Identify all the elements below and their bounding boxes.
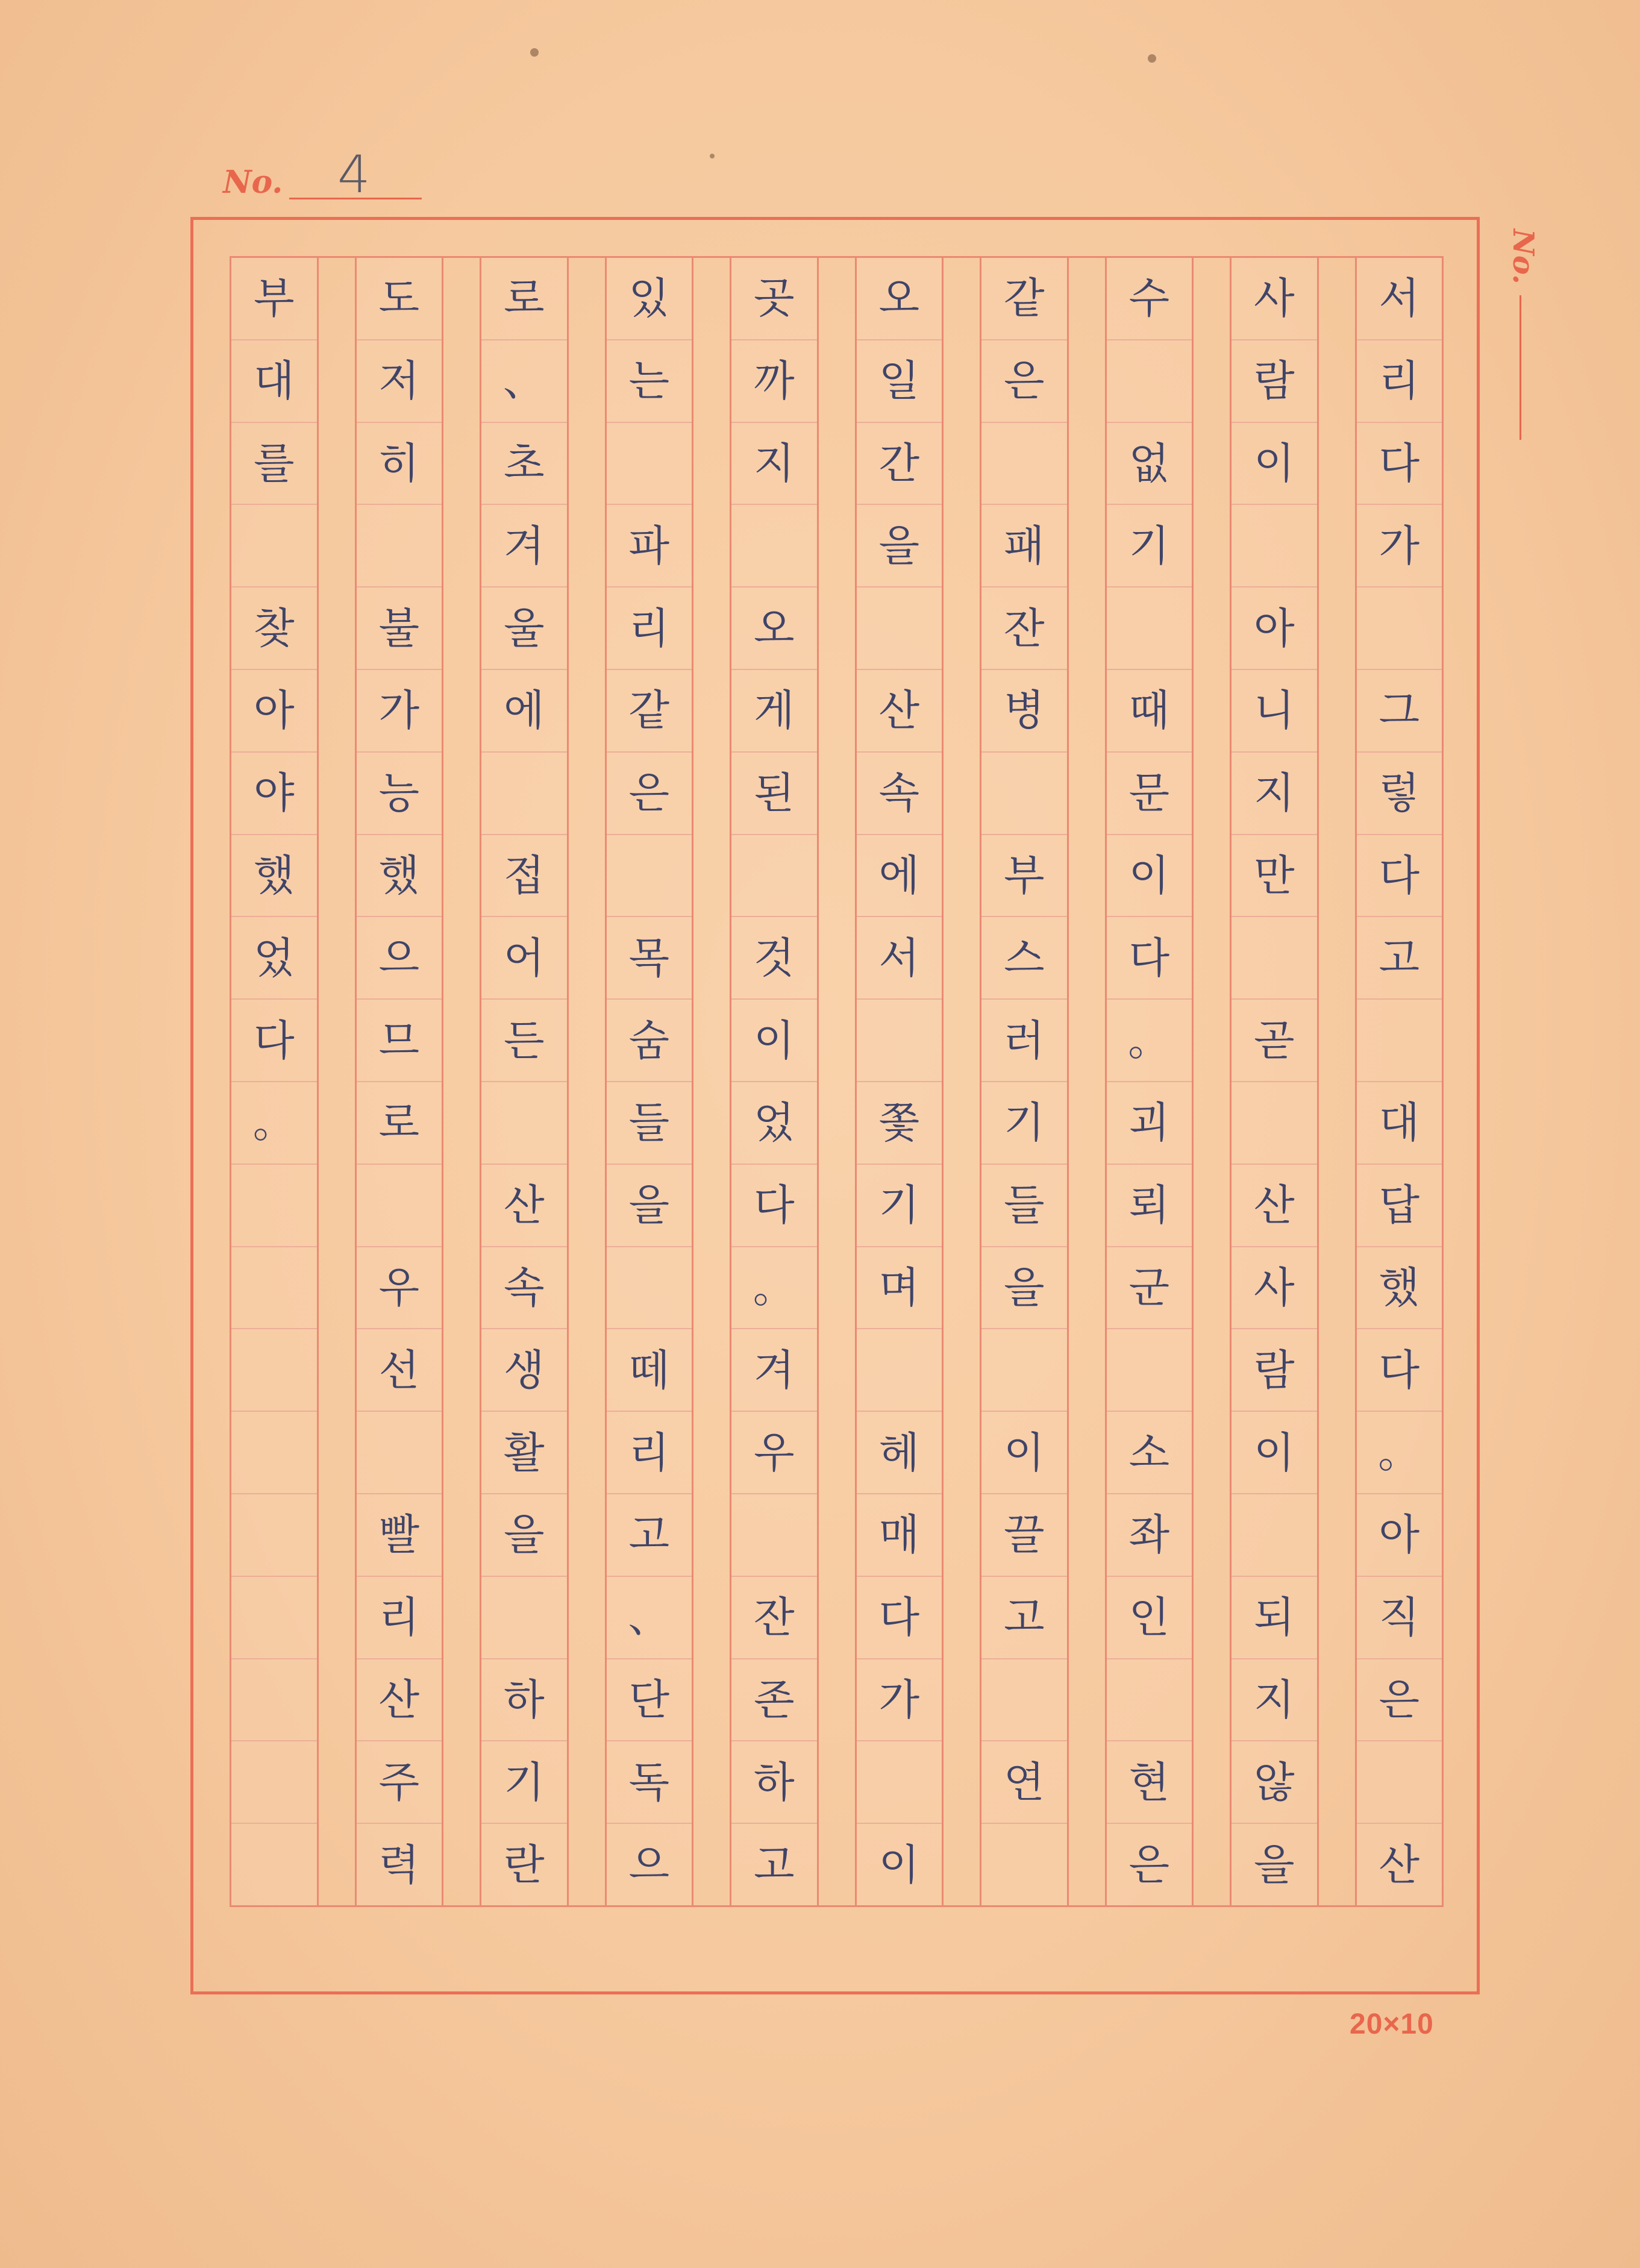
manuscript-column: [230, 258, 319, 1905]
manuscript-cell: 기: [981, 1082, 1067, 1165]
manuscript-cell: 직: [1357, 1577, 1442, 1659]
manuscript-cell: [481, 1082, 567, 1165]
manuscript-cell: [1232, 1082, 1317, 1165]
edge-page-number-line: [1520, 295, 1521, 440]
manuscript-cell: 야: [231, 753, 317, 835]
manuscript-cell: 람: [1232, 340, 1317, 423]
manuscript-cell: [857, 1000, 942, 1082]
manuscript-cell: 가: [857, 1659, 942, 1742]
manuscript-cell: [607, 1247, 692, 1330]
manuscript-cell: [981, 1329, 1067, 1412]
manuscript-cell: [607, 835, 692, 918]
manuscript-cell: 에: [481, 670, 567, 753]
manuscript-cell: 답: [1357, 1165, 1442, 1247]
manuscript-cell: 도: [357, 258, 442, 340]
manuscript-cell: 까: [731, 340, 817, 423]
manuscript-cell: 군: [1107, 1247, 1192, 1330]
manuscript-cell: [1107, 1329, 1192, 1412]
manuscript-cell: 있: [607, 258, 692, 340]
manuscript-cell: 속: [481, 1247, 567, 1330]
manuscript-cell: 된: [731, 753, 817, 835]
manuscript-cell: 기: [1107, 505, 1192, 587]
manuscript-cell: 대: [231, 340, 317, 423]
manuscript-cell: 。: [1357, 1412, 1442, 1494]
manuscript-grid: [230, 256, 1444, 1907]
paper-speck: [530, 48, 539, 57]
manuscript-cell: 활: [481, 1412, 567, 1494]
manuscript-cell: 산: [357, 1659, 442, 1742]
manuscript-cell: 를: [231, 423, 317, 506]
manuscript-cell: [981, 753, 1067, 835]
manuscript-cell: 쫓: [857, 1082, 942, 1165]
manuscript-cell: [231, 1494, 317, 1577]
manuscript-cell: 람: [1232, 1329, 1317, 1412]
manuscript-cell: 병: [981, 670, 1067, 753]
manuscript-cell: 가: [357, 670, 442, 753]
manuscript-cell: 다: [1357, 1329, 1442, 1412]
manuscript-cell: 고: [981, 1577, 1067, 1659]
manuscript-cell: 。: [1107, 1000, 1192, 1082]
page-number-label: No.: [223, 164, 283, 201]
manuscript-cell: 수: [1107, 258, 1192, 340]
manuscript-cell: 렇: [1357, 753, 1442, 835]
manuscript-cell: 소: [1107, 1412, 1192, 1494]
manuscript-cell: 기: [481, 1741, 567, 1824]
manuscript-cell: 패: [981, 505, 1067, 587]
manuscript-cell: 을: [981, 1247, 1067, 1330]
manuscript-cell: [357, 1412, 442, 1494]
manuscript-cell: 파: [607, 505, 692, 587]
manuscript-cell: [607, 423, 692, 506]
manuscript-cell: 력: [378, 1840, 420, 1890]
manuscript-cell: 산: [857, 670, 942, 753]
paper-speck: [1148, 54, 1156, 63]
manuscript-cell: 잔: [731, 1577, 817, 1659]
manuscript-cell: [1232, 917, 1317, 1000]
manuscript-cell: [857, 1329, 942, 1412]
manuscript-cell: [231, 1824, 317, 1905]
manuscript-cell: 겨: [731, 1329, 817, 1412]
manuscript-column: [980, 258, 1069, 1905]
manuscript-cell: [1357, 587, 1442, 670]
manuscript-cell: 하: [731, 1741, 817, 1824]
manuscript-cell: 괴: [1107, 1082, 1192, 1165]
manuscript-cell: [857, 1741, 942, 1824]
manuscript-cell: 곳: [731, 258, 817, 340]
manuscript-cell: 란: [503, 1840, 545, 1890]
manuscript-cell: 아: [231, 670, 317, 753]
manuscript-cell: 산: [1379, 1840, 1420, 1890]
manuscript-cell: [357, 1165, 442, 1247]
manuscript-cell: [1357, 1000, 1442, 1082]
manuscript-cell: 아: [1232, 587, 1317, 670]
manuscript-cell: 능: [357, 753, 442, 835]
manuscript-cell: 겨: [481, 505, 567, 587]
manuscript-cell: 이: [731, 1000, 817, 1082]
manuscript-cell: 하: [481, 1659, 567, 1742]
manuscript-cell: 했: [357, 835, 442, 918]
manuscript-cell: 、: [481, 340, 567, 423]
manuscript-cell: 울: [481, 587, 567, 670]
manuscript-cell: 히: [357, 423, 442, 506]
manuscript-cell: [357, 505, 442, 587]
manuscript-cell: 우: [357, 1247, 442, 1330]
manuscript-cell: [231, 1577, 317, 1659]
manuscript-cell: 게: [731, 670, 817, 753]
manuscript-cell: [1107, 1659, 1192, 1742]
manuscript-cell: 오: [731, 587, 817, 670]
manuscript-cell: 아: [1357, 1494, 1442, 1577]
manuscript-cell: 뢰: [1107, 1165, 1192, 1247]
manuscript-cell: 산: [1232, 1165, 1317, 1247]
manuscript-cell: [231, 1329, 317, 1412]
manuscript-cell: 러: [981, 1000, 1067, 1082]
manuscript-column: [355, 258, 444, 1905]
manuscript-cell: 되: [1232, 1577, 1317, 1659]
manuscript-cell: [481, 1577, 567, 1659]
manuscript-cell: 사: [1232, 258, 1317, 340]
manuscript-cell: 지: [731, 423, 817, 506]
manuscript-cell: 。: [731, 1247, 817, 1330]
manuscript-frame: [190, 217, 1480, 1994]
manuscript-cell: 므: [357, 1000, 442, 1082]
manuscript-cell: 부: [981, 835, 1067, 918]
manuscript-cell: 사: [1232, 1247, 1317, 1330]
manuscript-cell: 었: [731, 1082, 817, 1165]
manuscript-cell: [231, 1412, 317, 1494]
manuscript-column: [480, 258, 569, 1905]
manuscript-cell: 없: [1107, 423, 1192, 506]
manuscript-cell: [1232, 505, 1317, 587]
manuscript-cell: 은: [981, 340, 1067, 423]
manuscript-cell: 오: [857, 258, 942, 340]
manuscript-cell: 가: [1357, 505, 1442, 587]
manuscript-cell: 우: [731, 1412, 817, 1494]
manuscript-cell: 연: [981, 1741, 1067, 1824]
manuscript-cell: 속: [857, 753, 942, 835]
manuscript-cell: [231, 1247, 317, 1330]
manuscript-cell: 때: [1107, 670, 1192, 753]
manuscript-cell: 었: [231, 917, 317, 1000]
manuscript-cell: 을: [1253, 1840, 1295, 1890]
manuscript-cell: 는: [607, 340, 692, 423]
manuscript-cell: 독: [607, 1741, 692, 1824]
manuscript-cell: 이: [1107, 835, 1192, 918]
grid-size-stamp: 20×10: [1350, 2008, 1434, 2040]
manuscript-cell: [981, 1824, 1067, 1905]
manuscript-cell: 다: [1107, 917, 1192, 1000]
manuscript-cell: 현: [1107, 1741, 1192, 1824]
manuscript-cell: 리: [1357, 340, 1442, 423]
manuscript-cell: 부: [231, 258, 317, 340]
manuscript-cell: [231, 1165, 317, 1247]
manuscript-cell: 로: [357, 1082, 442, 1165]
manuscript-cell: [1232, 1494, 1317, 1577]
manuscript-cell: 든: [481, 1000, 567, 1082]
manuscript-cell: 숨: [607, 1000, 692, 1082]
manuscript-cell: 그: [1357, 670, 1442, 753]
manuscript-cell: 찾: [231, 587, 317, 670]
manuscript-cell: [231, 1741, 317, 1824]
manuscript-cell: 목: [607, 917, 692, 1000]
manuscript-cell: 고: [1357, 917, 1442, 1000]
manuscript-cell: 으: [628, 1840, 670, 1890]
manuscript-cell: 것: [731, 917, 817, 1000]
manuscript-cell: 에: [857, 835, 942, 918]
manuscript-cell: 대: [1357, 1082, 1442, 1165]
manuscript-cell: [1107, 587, 1192, 670]
manuscript-cell: 리: [607, 1412, 692, 1494]
manuscript-cell: 로: [481, 258, 567, 340]
manuscript-cell: [231, 505, 317, 587]
manuscript-cell: 스: [981, 917, 1067, 1000]
manuscript-cell: 초: [481, 423, 567, 506]
manuscript-column: [1105, 258, 1194, 1905]
manuscript-cell: 、: [607, 1577, 692, 1659]
manuscript-cell: 존: [731, 1659, 817, 1742]
manuscript-cell: 헤: [857, 1412, 942, 1494]
manuscript-cell: 을: [857, 505, 942, 587]
manuscript-cell: 다: [1357, 423, 1442, 506]
manuscript-cell: 리: [607, 587, 692, 670]
manuscript-cell: 단: [607, 1659, 692, 1742]
manuscript-cell: 일: [857, 340, 942, 423]
manuscript-cell: 서: [857, 917, 942, 1000]
manuscript-cell: 서: [1357, 258, 1442, 340]
manuscript-cell: 매: [857, 1494, 942, 1577]
manuscript-cell: 산: [481, 1165, 567, 1247]
manuscript-cell: 지: [1232, 1659, 1317, 1742]
manuscript-cell: 을: [607, 1165, 692, 1247]
manuscript-cell: [731, 835, 817, 918]
manuscript-cell: 。: [231, 1082, 317, 1165]
manuscript-cell: 이: [878, 1840, 920, 1890]
manuscript-cell: 을: [481, 1494, 567, 1577]
manuscript-cell: 이: [1232, 423, 1317, 506]
page-number: [223, 145, 422, 205]
manuscript-cell: 어: [481, 917, 567, 1000]
manuscript-cell: 다: [857, 1577, 942, 1659]
manuscript-cell: 했: [1357, 1247, 1442, 1330]
manuscript-cell: 접: [481, 835, 567, 918]
manuscript-cell: 불: [357, 587, 442, 670]
paper-speck: [710, 154, 715, 158]
manuscript-cell: 같: [607, 670, 692, 753]
manuscript-column: [1230, 258, 1319, 1905]
edge-page-number-label: No.: [1506, 229, 1540, 284]
manuscript-column: [855, 258, 944, 1905]
manuscript-cell: 으: [357, 917, 442, 1000]
manuscript-cell: 곧: [1232, 1000, 1317, 1082]
manuscript-cell: 리: [357, 1577, 442, 1659]
manuscript-cell: 했: [231, 835, 317, 918]
manuscript-cell: 않: [1232, 1741, 1317, 1824]
manuscript-cell: 다: [731, 1165, 817, 1247]
manuscript-cell: 떼: [607, 1329, 692, 1412]
manuscript-cell: 같: [981, 258, 1067, 340]
manuscript-cell: 이: [1232, 1412, 1317, 1494]
manuscript-cell: 다: [231, 1000, 317, 1082]
manuscript-column: [1355, 258, 1444, 1905]
manuscript-cell: 생: [481, 1329, 567, 1412]
manuscript-cell: 좌: [1107, 1494, 1192, 1577]
manuscript-cell: 주: [357, 1741, 442, 1824]
manuscript-cell: 간: [857, 423, 942, 506]
page-number-value: 4: [337, 145, 371, 205]
manuscript-cell: [731, 1494, 817, 1577]
manuscript-cell: 선: [357, 1329, 442, 1412]
manuscript-cell: 기: [857, 1165, 942, 1247]
manuscript-cell: 끌: [981, 1494, 1067, 1577]
manuscript-cell: 잔: [981, 587, 1067, 670]
manuscript-cell: [481, 753, 567, 835]
manuscript-cell: [1357, 1741, 1442, 1824]
manuscript-cell: 저: [357, 340, 442, 423]
manuscript-cell: [981, 423, 1067, 506]
manuscript-cell: 문: [1107, 753, 1192, 835]
manuscript-cell: [857, 587, 942, 670]
manuscript-cell: 들: [607, 1082, 692, 1165]
manuscript-cell: 들: [981, 1165, 1067, 1247]
manuscript-cell: 인: [1107, 1577, 1192, 1659]
edge-page-number: [1495, 223, 1538, 440]
manuscript-cell: 이: [981, 1412, 1067, 1494]
manuscript-cell: 며: [857, 1247, 942, 1330]
manuscript-cell: 만: [1232, 835, 1317, 918]
manuscript-cell: 다: [1357, 835, 1442, 918]
manuscript-cell: [731, 505, 817, 587]
manuscript-cell: 니: [1232, 670, 1317, 753]
manuscript-cell: 고: [607, 1494, 692, 1577]
manuscript-column: [605, 258, 694, 1905]
manuscript-cell: 고: [753, 1840, 795, 1890]
manuscript-cell: 지: [1232, 753, 1317, 835]
manuscript-cell: [981, 1659, 1067, 1742]
manuscript-cell: 빨: [357, 1494, 442, 1577]
manuscript-cell: 은: [607, 753, 692, 835]
manuscript-cell: 은: [1357, 1659, 1442, 1742]
manuscript-cell: [231, 1659, 317, 1742]
manuscript-cell: [1107, 340, 1192, 423]
manuscript-cell: 은: [1128, 1840, 1170, 1890]
manuscript-column: [730, 258, 819, 1905]
